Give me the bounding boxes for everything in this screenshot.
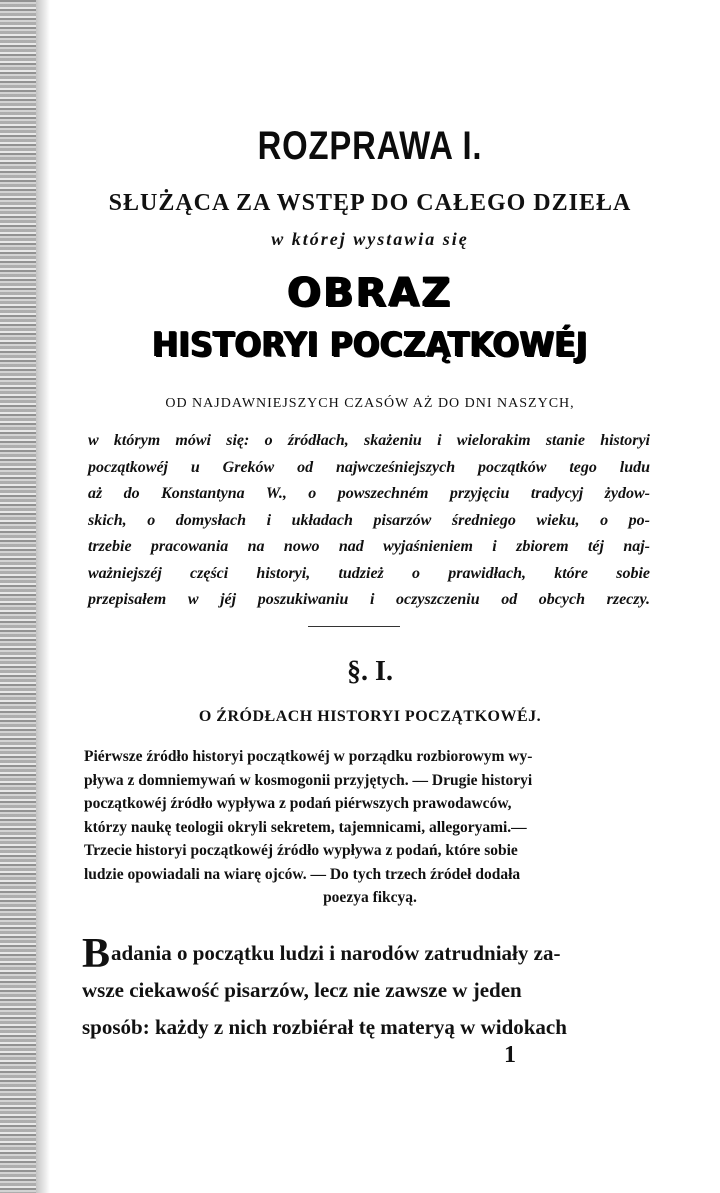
treatise-intro: w której wystawia się [271,229,469,249]
section-argument [84,745,656,910]
divider-rule [308,626,400,627]
argument-line: początkowéj źródło wypływa z podań piérwszych prawodawców, [84,795,512,812]
summary-line: początkowéj u Greków od najwcześniejszych początków tego ludu [88,458,650,476]
display-title-obraz: OBRAZ [287,270,453,316]
document-page [70,0,670,1193]
argument-line: Piérwsze źródło historyi początkowéj w porządku rozbiorowym wy- [84,748,533,765]
body-line: sposób: każdy z nich rozbiérał tę materyą w widokach [82,1015,567,1039]
summary-line: ważniejszéj części historyi, tudzież o prawidłach, które sobie [88,564,650,582]
display-title-historyi: HISTORYI POCZĄTKOWÉJ [152,325,588,365]
gutter-shadow [36,0,50,1193]
body-line: wsze ciekawość pisarzów, lecz nie zawsze w jeden [82,978,522,1002]
argument-line: pływa z domniemywań w kosmogonii przyjętych. — Drugie historyi [84,771,533,789]
summary-line: skich, o domysłach i układach pisarzów średniego wieku, o po- [88,511,650,529]
summary-line: przepisałem w jéj poszukiwaniu i oczyszczeniu od obcych rzeczy. [88,591,650,608]
argument-line: poezya fikcyą. [323,889,417,906]
argument-line: Trzecie historyi początkowéj źródło wypływa z podań, które sobie [84,842,518,859]
argument-line: ludzie opowiadali na wiarę ojców. — Do tych trzech źródeł dodała [84,865,521,883]
drop-cap: B [82,931,111,977]
treatise-subtitle: SŁUŻĄCA ZA WSTĘP DO CAŁEGO DZIEŁA [108,190,632,216]
book-spine-shadow [0,0,36,1193]
summary-line: aż do Konstantyna W., o powszechném przyjęciu tradycyj żydow- [88,485,650,502]
section-number: §. I. [347,656,393,687]
treatise-title: ROZPRAWA I. [257,124,483,168]
page-number: 1 [504,1042,516,1068]
summary-paragraph [88,428,650,614]
body-line: adania o początku ludzi i narodów zatrudniały za- [111,941,561,965]
section-heading: O ŹRÓDŁACH HISTORYI POCZĄTKOWÉJ. [198,708,542,725]
body-paragraph [82,931,658,1046]
title-period: OD NAJDAWNIEJSZYCH CZASÓW AŻ DO DNI NASZYCH, [165,396,575,411]
summary-line: w którym mówi się: o źródłach, skażeniu i wielorakim stanie historyi [88,432,650,449]
argument-line: którzy naukę teologii okryli sekretem, tajemnicami, allegoryami.— [84,818,527,836]
summary-line: trzebie pracowania na nowo nad wyjaśnieniem i zbiorem téj naj- [88,538,650,555]
